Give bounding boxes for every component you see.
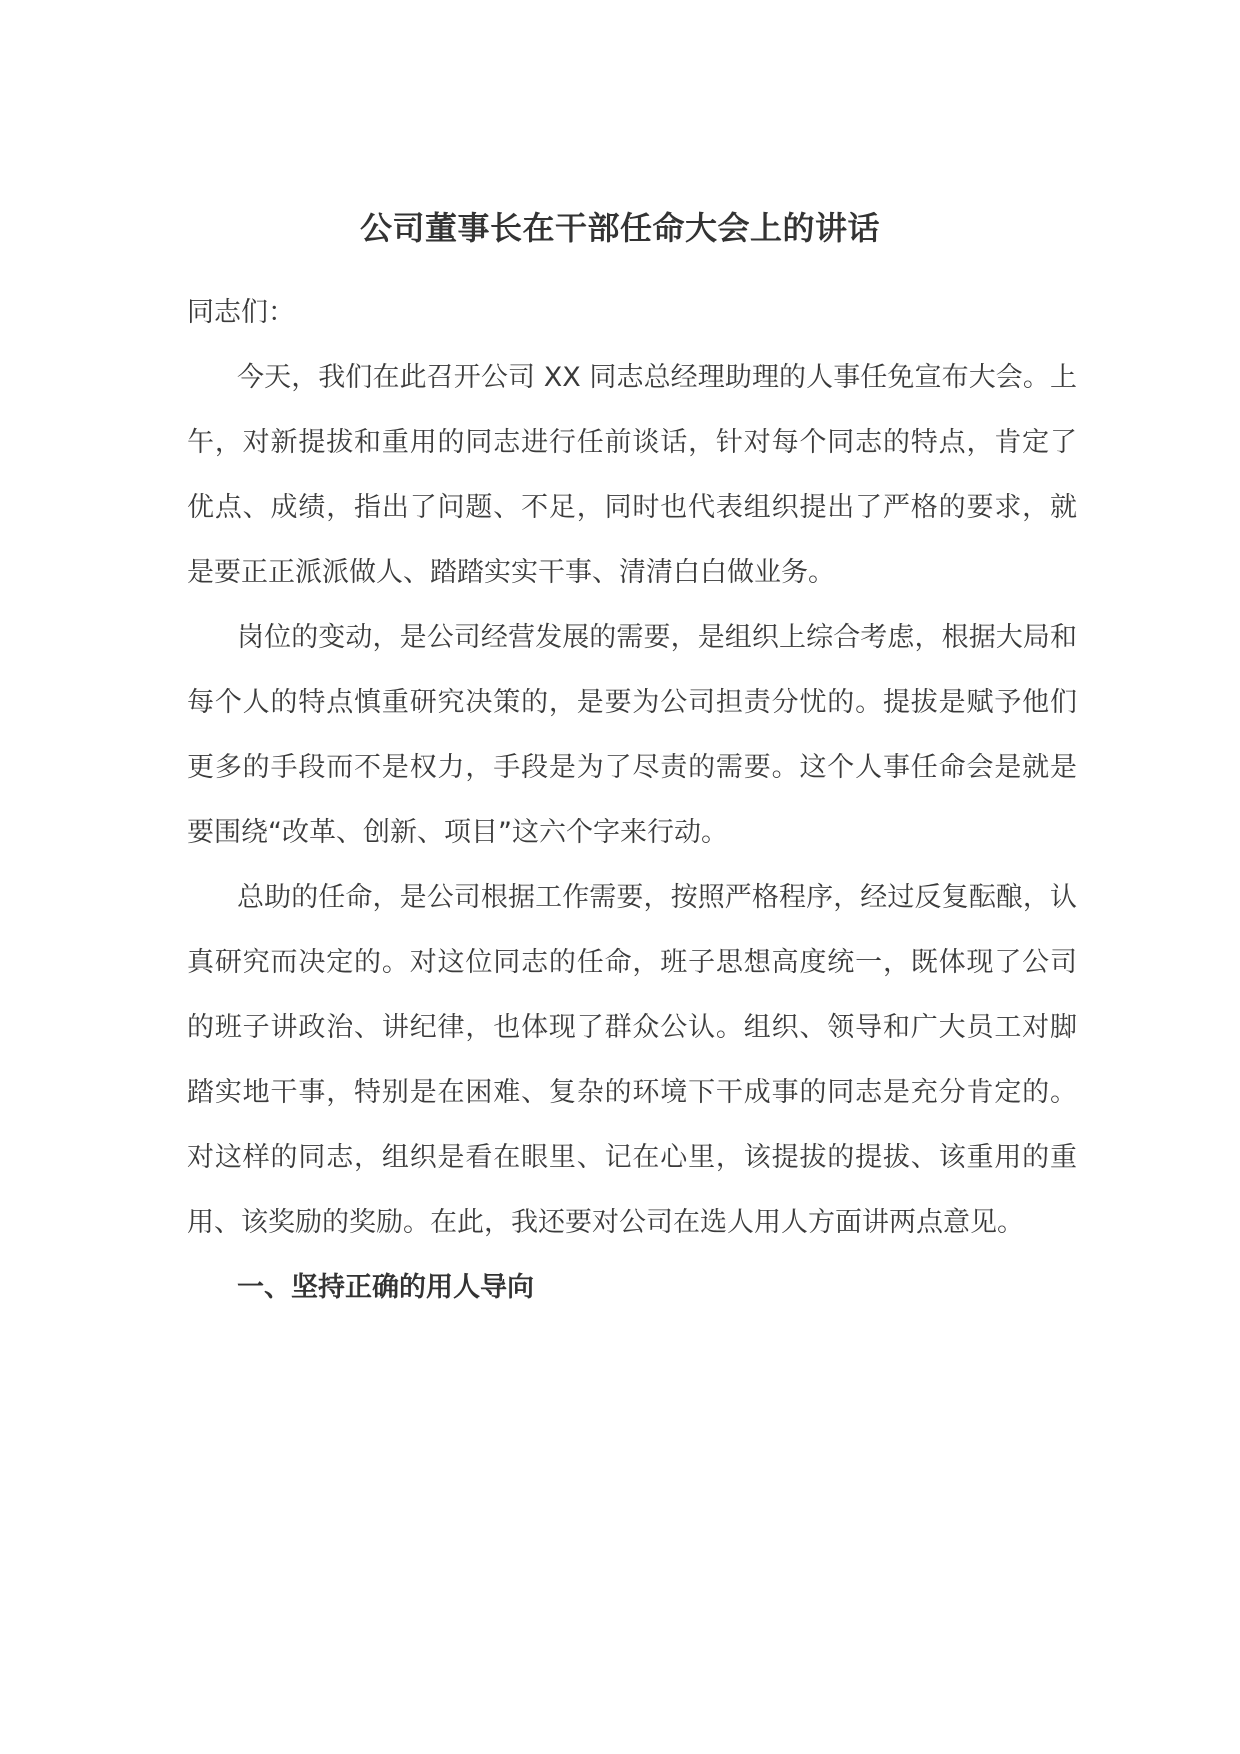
document-body bbox=[187, 280, 1077, 1320]
section-heading: 一、坚持正确的用人导向 bbox=[237, 1272, 534, 1303]
paragraph: 岗位的变动，是公司经营发展的需要，是组织上综合考虑，根据大局和每个人的特点慎重研究决策的，是要为公司担责分忧的。提拔是赋予他们更多的手段而不是权力，手段是为了尽责的需要。这个人事任命会是就是要围绕“改革、创新、项目”这六个字来行动。 bbox=[187, 622, 1077, 848]
document-title: 公司董事长在干部任命大会上的讲话 bbox=[359, 209, 880, 247]
salutation: 同志们： bbox=[187, 297, 295, 328]
paragraph: 总助的任命，是公司根据工作需要，按照严格程序，经过反复酝酿，认真研究而决定的。对这位同志的任命，班子思想高度统一，既体现了公司的班子讲政治、讲纪律，也体现了群众公认。组织、领导和广大员工对脚踏实地干事，特别是在困难、复杂的环境下干成事的同志是充分肯定的。对这样的同志，组织是看在眼里、记在心里，该提拔的提拔、该重用的重用、该奖励的奖励。在此，我还要对公司在选人用人方面讲两点意见。 bbox=[187, 882, 1077, 1238]
paragraph: 今天，我们在此召开公司 XX 同志总经理助理的人事任免宣布大会。上午，对新提拔和重用的同志进行任前谈话，针对每个同志的特点，肯定了优点、成绩，指出了问题、不足，同时也代表组织提出了严格的要求，就是要正正派派做人、踏踏实实干事、清清白白做业务。 bbox=[187, 362, 1077, 588]
